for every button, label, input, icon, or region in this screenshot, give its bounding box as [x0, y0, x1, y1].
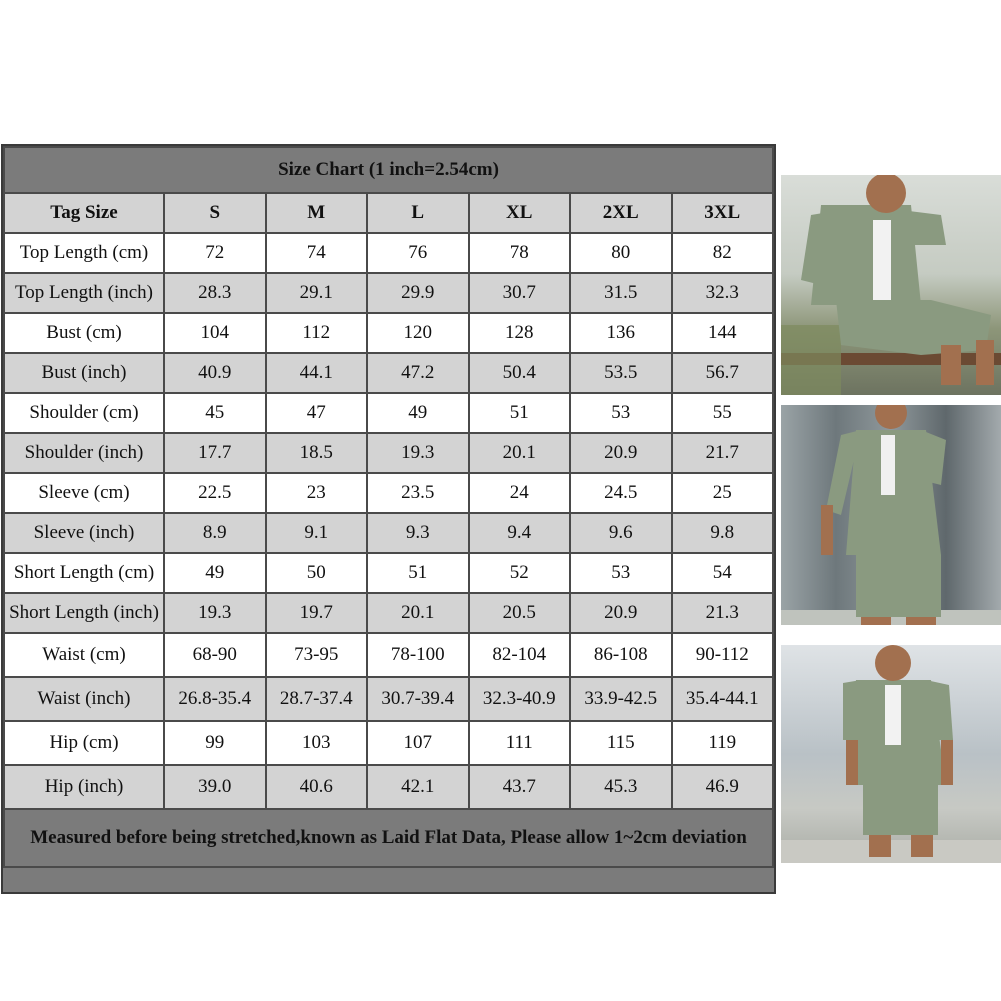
table-cell: 32.3-40.9	[469, 677, 571, 721]
table-cell: 28.3	[164, 273, 266, 313]
model-standing-front-photo	[781, 645, 1001, 863]
table-cell: 42.1	[367, 765, 469, 809]
table-cell: 103	[266, 721, 368, 765]
table-cell: 51	[367, 553, 469, 593]
table-cell: 50.4	[469, 353, 571, 393]
table-cell: 20.9	[570, 593, 672, 633]
model-seated-photo	[781, 175, 1001, 395]
table-cell: 47	[266, 393, 368, 433]
table-cell: 20.1	[469, 433, 571, 473]
column-header: 3XL	[672, 193, 774, 233]
table-row	[4, 473, 773, 513]
table-cell: 82-104	[469, 633, 571, 677]
table-cell: 111	[469, 721, 571, 765]
table-cell: 73-95	[266, 633, 368, 677]
table-cell: 99	[164, 721, 266, 765]
table-cell: 49	[367, 393, 469, 433]
row-label: Short Length (cm)	[4, 553, 164, 593]
table-cell: 74	[266, 233, 368, 273]
table-row	[4, 313, 773, 353]
table-cell: 40.6	[266, 765, 368, 809]
table-cell: 9.1	[266, 513, 368, 553]
table-cell: 112	[266, 313, 368, 353]
table-cell: 55	[672, 393, 774, 433]
row-label: Short Length (inch)	[4, 593, 164, 633]
table-row	[4, 513, 773, 553]
table-cell: 50	[266, 553, 368, 593]
table-cell: 53.5	[570, 353, 672, 393]
table-cell: 19.3	[164, 593, 266, 633]
table-cell: 86-108	[570, 633, 672, 677]
header-row	[4, 193, 773, 233]
table-cell: 45	[164, 393, 266, 433]
table-cell: 18.5	[266, 433, 368, 473]
table-cell: 136	[570, 313, 672, 353]
table-cell: 9.8	[672, 513, 774, 553]
table-cell: 23	[266, 473, 368, 513]
row-label: Top Length (cm)	[4, 233, 164, 273]
table-cell: 25	[672, 473, 774, 513]
table-cell: 78	[469, 233, 571, 273]
table-cell: 52	[469, 553, 571, 593]
column-header: XL	[469, 193, 571, 233]
table-cell: 29.1	[266, 273, 368, 313]
model-front-illustration	[781, 645, 1001, 863]
row-label: Bust (cm)	[4, 313, 164, 353]
table-cell: 31.5	[570, 273, 672, 313]
table-row	[4, 433, 773, 473]
chart-title: Size Chart (1 inch=2.54cm)	[4, 147, 773, 193]
model-seated-illustration	[781, 175, 1001, 395]
table-cell: 20.9	[570, 433, 672, 473]
table-cell: 32.3	[672, 273, 774, 313]
row-label: Hip (cm)	[4, 721, 164, 765]
table-cell: 56.7	[672, 353, 774, 393]
table-cell: 80	[570, 233, 672, 273]
row-label: Top Length (inch)	[4, 273, 164, 313]
table-row	[4, 721, 773, 765]
table-cell: 54	[672, 553, 774, 593]
table-row	[4, 633, 773, 677]
table-cell: 29.9	[367, 273, 469, 313]
table-cell: 72	[164, 233, 266, 273]
column-header: L	[367, 193, 469, 233]
table-cell: 20.5	[469, 593, 571, 633]
size-chart-table	[1, 144, 776, 894]
table-cell: 21.7	[672, 433, 774, 473]
table-cell: 30.7-39.4	[367, 677, 469, 721]
table-row	[4, 353, 773, 393]
table-cell: 21.3	[672, 593, 774, 633]
table-cell: 9.3	[367, 513, 469, 553]
table-row	[4, 273, 773, 313]
table-cell: 24	[469, 473, 571, 513]
title-row	[4, 147, 773, 193]
row-label: Waist (cm)	[4, 633, 164, 677]
column-header: 2XL	[570, 193, 672, 233]
row-label: Shoulder (cm)	[4, 393, 164, 433]
table-cell: 20.1	[367, 593, 469, 633]
table-cell: 49	[164, 553, 266, 593]
table-cell: 46.9	[672, 765, 774, 809]
row-label: Hip (inch)	[4, 765, 164, 809]
table-row	[4, 593, 773, 633]
table-cell: 40.9	[164, 353, 266, 393]
table-cell: 43.7	[469, 765, 571, 809]
table-cell: 30.7	[469, 273, 571, 313]
table-cell: 17.7	[164, 433, 266, 473]
row-label: Sleeve (cm)	[4, 473, 164, 513]
row-label: Sleeve (inch)	[4, 513, 164, 553]
table-cell: 82	[672, 233, 774, 273]
table-row	[4, 393, 773, 433]
row-label: Waist (inch)	[4, 677, 164, 721]
table-cell: 39.0	[164, 765, 266, 809]
table-cell: 53	[570, 393, 672, 433]
table-cell: 22.5	[164, 473, 266, 513]
table-row	[4, 233, 773, 273]
table-cell: 115	[570, 721, 672, 765]
table-cell: 90-112	[672, 633, 774, 677]
table-cell: 68-90	[164, 633, 266, 677]
column-header: Tag Size	[4, 193, 164, 233]
model-standing-side-photo	[781, 405, 1001, 625]
table-cell: 28.7-37.4	[266, 677, 368, 721]
column-header: S	[164, 193, 266, 233]
table-cell: 9.4	[469, 513, 571, 553]
table-cell: 107	[367, 721, 469, 765]
table-cell: 9.6	[570, 513, 672, 553]
table-cell: 104	[164, 313, 266, 353]
table-cell: 144	[672, 313, 774, 353]
table-cell: 33.9-42.5	[570, 677, 672, 721]
model-side-illustration	[781, 405, 1001, 625]
table-cell: 45.3	[570, 765, 672, 809]
measurement-note: Measured before being stretched,known as Laid Flat Data, Please allow 1~2cm deviation	[4, 809, 773, 867]
table-cell: 24.5	[570, 473, 672, 513]
table-cell: 26.8-35.4	[164, 677, 266, 721]
note-row	[4, 809, 773, 867]
table-cell: 19.3	[367, 433, 469, 473]
row-label: Shoulder (inch)	[4, 433, 164, 473]
table-cell: 119	[672, 721, 774, 765]
table-cell: 23.5	[367, 473, 469, 513]
table-cell: 53	[570, 553, 672, 593]
column-header: M	[266, 193, 368, 233]
table-cell: 51	[469, 393, 571, 433]
table-cell: 78-100	[367, 633, 469, 677]
table-row	[4, 765, 773, 809]
table-cell: 47.2	[367, 353, 469, 393]
row-label: Bust (inch)	[4, 353, 164, 393]
table-cell: 44.1	[266, 353, 368, 393]
table-cell: 76	[367, 233, 469, 273]
table-row	[4, 677, 773, 721]
table-cell: 128	[469, 313, 571, 353]
table-cell: 120	[367, 313, 469, 353]
table-cell: 35.4-44.1	[672, 677, 774, 721]
table-cell: 8.9	[164, 513, 266, 553]
table-cell: 19.7	[266, 593, 368, 633]
table-row	[4, 553, 773, 593]
